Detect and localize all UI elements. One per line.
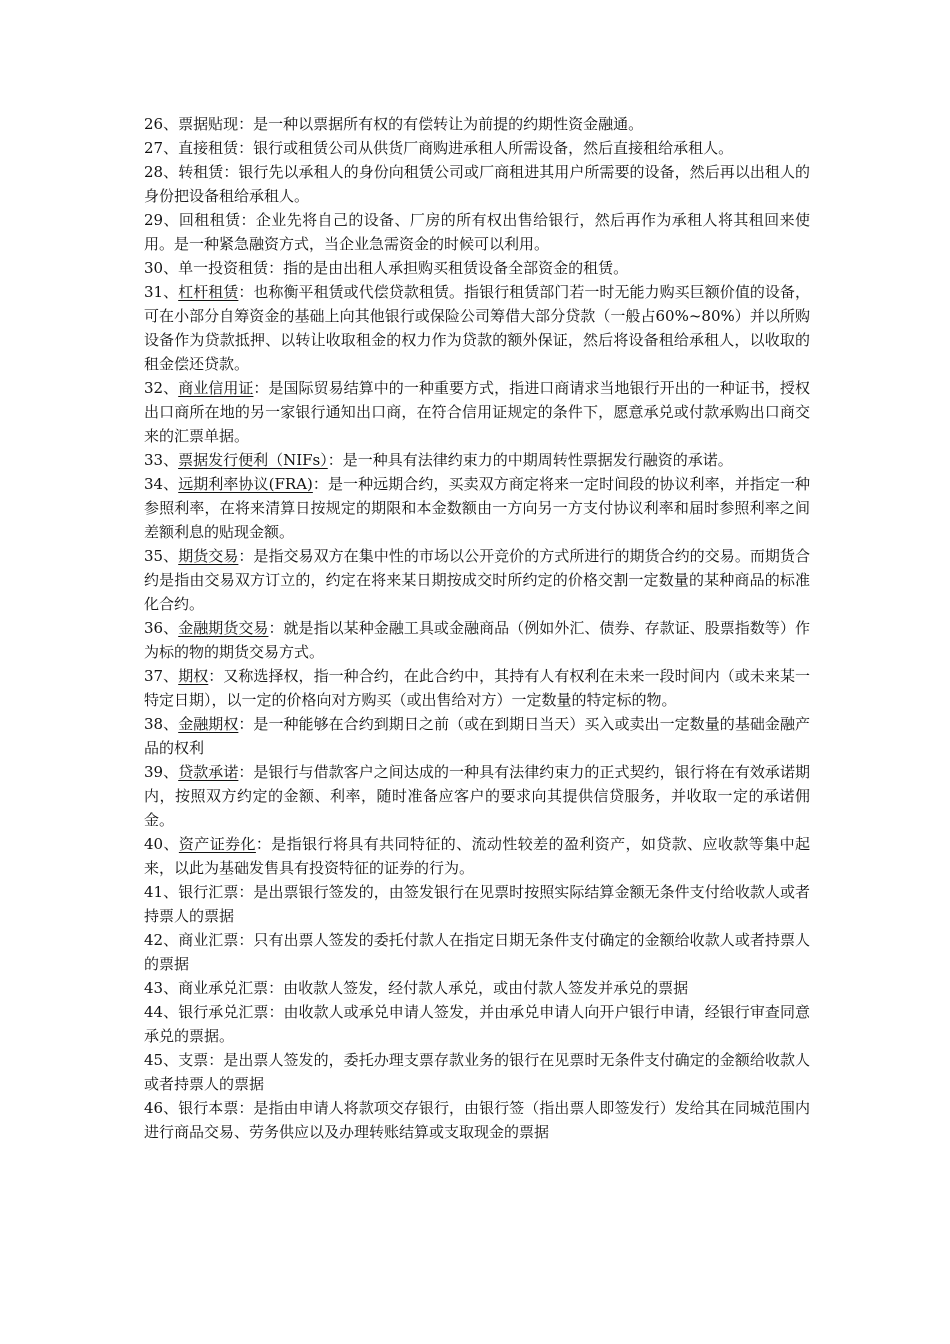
entry-definition: ：也称衡平租赁或代偿贷款租赁。指银行租赁部门若一时无能力购买巨额价值的设备，可在小部分自筹资金的基础上向其他银行或保险公司筹借大部分贷款（一般占60%~80%）并以所购设备作为贷款抵押、以转让收取租金的权力作为贷款的额外保证，然后将设备租给承租人，以收取的租金偿还贷款。 xyxy=(144,283,810,373)
glossary-entry xyxy=(144,208,810,256)
entry-definition: ：企业先将自己的设备、厂房的所有权出售给银行，然后再作为承租人将其租回来使用。是一种紧急融资方式，当企业急需资金的时候可以利用。 xyxy=(144,211,810,253)
entry-term: 票据发行便利（NIFs） xyxy=(178,451,328,469)
glossary-entry xyxy=(144,376,810,448)
entry-definition: ：又称选择权，指一种合约，在此合约中，其持有人有权利在未来一段时间内（或未来某一特定日期），以一定的价格向对方购买（或出售给对方）一定数量的特定标的物。 xyxy=(144,667,810,709)
glossary-entry xyxy=(144,664,810,712)
entry-term: 单一投资租赁 xyxy=(178,259,269,277)
entry-term: 资产证券化 xyxy=(178,835,256,853)
entry-number: 40、 xyxy=(144,835,179,853)
entry-definition: ：由收款人或承兑申请人签发，并由承兑申请人向开户银行申请，经银行审查同意承兑的票据。 xyxy=(144,1003,810,1045)
entry-number: 39、 xyxy=(144,763,179,781)
entry-term: 期权 xyxy=(178,667,209,685)
entry-definition: ：银行或租赁公司从供货厂商购进承租人所需设备，然后直接租给承租人。 xyxy=(238,139,734,157)
entry-definition: ：是一种远期合约，买卖双方商定将来一定时间段的协议利率，并指定一种参照利率，在将来清算日按规定的期限和本金数额由一方向另一方支付协议利率和届时参照利率之间差额利息的贴现金额。 xyxy=(144,475,810,541)
entry-number: 34、 xyxy=(144,475,179,493)
entry-number: 36、 xyxy=(144,619,179,637)
entry-term: 银行承兑汇票 xyxy=(178,1003,269,1021)
entry-number: 38、 xyxy=(144,715,179,733)
entry-term: 银行汇票 xyxy=(178,883,239,901)
entry-definition: ：指的是由出租人承担购买租赁设备全部资金的租赁。 xyxy=(268,259,629,277)
glossary-entry xyxy=(144,928,810,976)
glossary-entry xyxy=(144,160,810,208)
entry-definition: ：就是指以某种金融工具或金融商品（例如外汇、债券、存款证、股票指数等）作为标的物的期货交易方式。 xyxy=(144,619,810,661)
entry-definition: ：由收款人签发，经付款人承兑，或由付款人签发并承兑的票据 xyxy=(268,979,689,997)
glossary-entry xyxy=(144,112,810,136)
entry-definition: ：是指交易双方在集中性的市场以公开竞价的方式所进行的期货合约的交易。而期货合约是指由交易双方订立的，约定在将来某日期按成交时所约定的价格交割一定数量的某种商品的标准化合约。 xyxy=(144,547,810,613)
entry-number: 43、 xyxy=(144,979,179,997)
glossary-entry xyxy=(144,448,810,472)
entry-number: 41、 xyxy=(144,883,179,901)
entry-definition: ：是出票银行签发的，由签发银行在见票时按照实际结算金额无条件支付给收款人或者持票人的票据 xyxy=(144,883,810,925)
entry-definition: ：银行先以承租人的身份向租赁公司或厂商租进其用户所需要的设备，然后再以出租人的身份把设备租给承租人。 xyxy=(144,163,810,205)
entry-term: 金融期权 xyxy=(178,715,239,733)
entry-number: 27、 xyxy=(144,139,179,157)
entry-number: 28、 xyxy=(144,163,179,181)
entry-number: 42、 xyxy=(144,931,179,949)
entry-term: 贷款承诺 xyxy=(178,763,239,781)
glossary-entry xyxy=(144,976,810,1000)
entry-term: 票据贴现 xyxy=(178,115,239,133)
entry-definition: ：是指由申请人将款项交存银行，由银行签（指出票人即签发行）发给其在同城范围内进行商品交易、劳务供应以及办理转账结算或支取现金的票据 xyxy=(144,1099,810,1141)
entry-number: 44、 xyxy=(144,1003,179,1021)
glossary-entry xyxy=(144,760,810,832)
entry-number: 29、 xyxy=(144,211,179,229)
glossary-entry xyxy=(144,280,810,376)
entry-term: 商业信用证 xyxy=(178,379,254,397)
entry-term: 金融期货交易 xyxy=(178,619,269,637)
entry-definition: ：是出票人签发的，委托办理支票存款业务的银行在见票时无条件支付确定的金额给收款人或者持票人的票据 xyxy=(144,1051,810,1093)
entry-definition: ：是国际贸易结算中的一种重要方式，指进口商请求当地银行开出的一种证书，授权出口商所在地的另一家银行通知出口商，在符合信用证规定的条件下，愿意承兑或付款承购出口商交来的汇票单据。 xyxy=(144,379,810,445)
entry-term: 商业承兑汇票 xyxy=(178,979,269,997)
entry-term: 远期利率协议(FRA) xyxy=(178,475,313,493)
glossary-entry xyxy=(144,712,810,760)
entry-term: 杠杆租赁 xyxy=(178,283,239,301)
entry-term: 期货交易 xyxy=(178,547,239,565)
glossary-entry xyxy=(144,616,810,664)
glossary-entry xyxy=(144,880,810,928)
entry-term: 支票 xyxy=(178,1051,209,1069)
entry-number: 32、 xyxy=(144,379,179,397)
glossary-entry xyxy=(144,136,810,160)
glossary-entry xyxy=(144,1096,810,1144)
glossary-entry xyxy=(144,256,810,280)
glossary-entry xyxy=(144,472,810,544)
entry-definition: ：只有出票人签发的委托付款人在指定日期无条件支付确定的金额给收款人或者持票人的票据 xyxy=(144,931,810,973)
document-page xyxy=(144,112,810,1144)
entry-number: 26、 xyxy=(144,115,179,133)
entry-term: 回租租赁 xyxy=(178,211,241,229)
entry-definition: ：是银行与借款客户之间达成的一种具有法律约束力的正式契约，银行将在有效承诺期内，按照双方约定的金额、利率，随时准备应客户的要求向其提供信贷服务，并收取一定的承诺佣金。 xyxy=(144,763,810,829)
entry-term: 银行本票 xyxy=(178,1099,239,1117)
glossary-entry xyxy=(144,544,810,616)
entry-number: 30、 xyxy=(144,259,179,277)
entry-definition: ：是一种具有法律约束力的中期周转性票据发行融资的承诺。 xyxy=(327,451,733,469)
entry-number: 37、 xyxy=(144,667,179,685)
entry-definition: ：是一种以票据所有权的有偿转让为前提的约期性资金融通。 xyxy=(238,115,644,133)
entry-definition: ：是指银行将具有共同特征的、流动性较差的盈利资产，如贷款、应收款等集中起来，以此为基础发售具有投资特征的证券的行为。 xyxy=(144,835,810,877)
glossary-entry xyxy=(144,832,810,880)
glossary-entry xyxy=(144,1048,810,1096)
entry-number: 35、 xyxy=(144,547,179,565)
entry-number: 45、 xyxy=(144,1051,179,1069)
entry-number: 33、 xyxy=(144,451,179,469)
entry-term: 直接租赁 xyxy=(178,139,239,157)
entry-number: 31、 xyxy=(144,283,179,301)
entry-term: 转租赁 xyxy=(178,163,224,181)
glossary-entry xyxy=(144,1000,810,1048)
entry-term: 商业汇票 xyxy=(178,931,239,949)
entry-definition: ：是一种能够在合约到期日之前（或在到期日当天）买入或卖出一定数量的基础金融产品的权利 xyxy=(144,715,810,757)
entry-number: 46、 xyxy=(144,1099,179,1117)
